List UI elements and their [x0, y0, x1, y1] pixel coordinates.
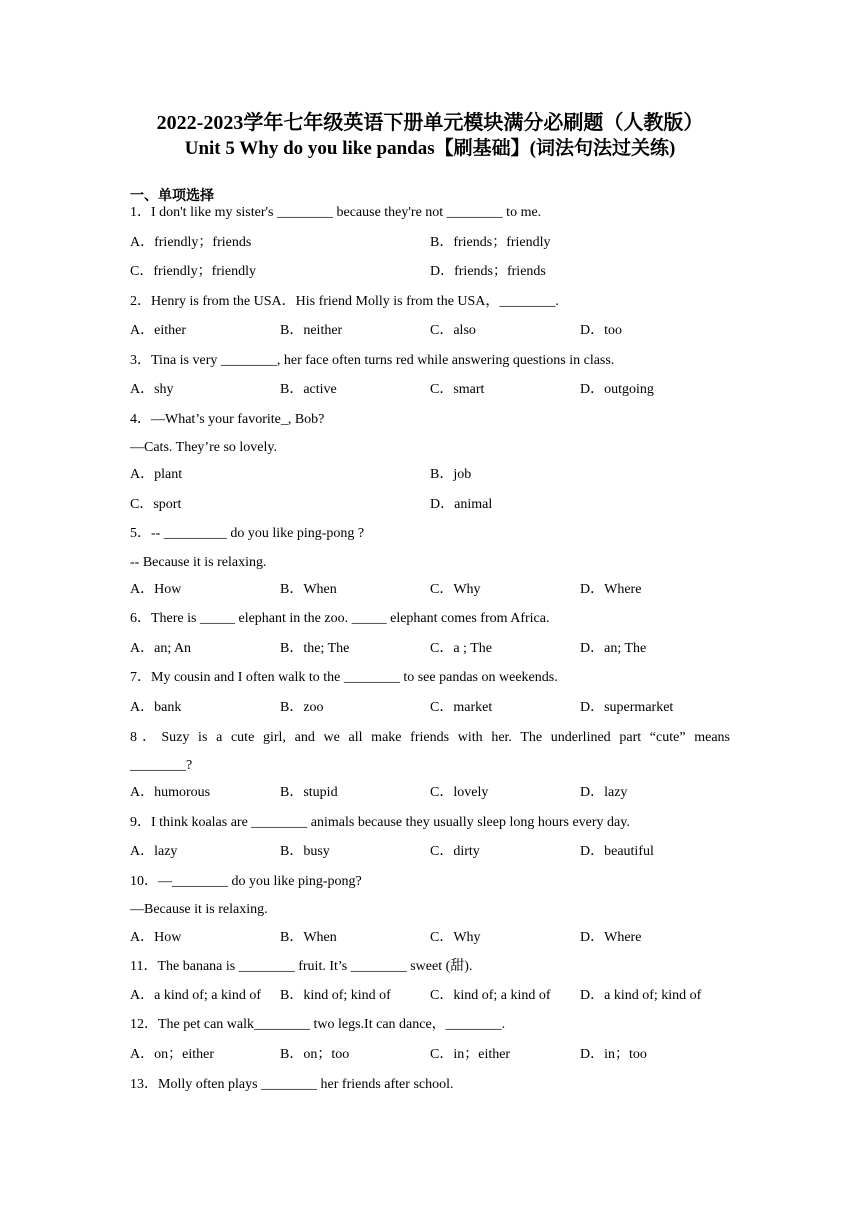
option-11c: C．kind of; a kind of — [430, 988, 551, 1003]
option-8c: C．lovely — [430, 785, 489, 800]
option-3c: C．smart — [430, 382, 485, 397]
question-7: 7．My cousin and I often walk to the ________ to see pandas on weekends. — [130, 670, 558, 685]
question-6: 6．There is _____ elephant in the zoo. _____ elephant comes from Africa. — [130, 611, 550, 626]
option-10a: A．How — [130, 930, 182, 945]
option-3d: D．outgoing — [580, 382, 654, 397]
option-3a: A．shy — [130, 382, 174, 397]
question-12: 12．The pet can walk________ two legs.It can dance，________. — [130, 1017, 506, 1032]
option-1a: A．friendly；friends — [130, 235, 252, 250]
option-12a: A．on；either — [130, 1047, 214, 1062]
option-4c: C．sport — [130, 497, 182, 512]
option-6a: A．an; An — [130, 641, 192, 656]
question-3: 3．Tina is very ________, her face often turns red while answering questions in class. — [130, 353, 615, 368]
option-10b: B．When — [280, 930, 337, 945]
option-7d: D．supermarket — [580, 700, 674, 715]
option-6d: D．an; The — [580, 641, 647, 656]
question-10: 10．—________ do you like ping-pong? — [130, 874, 362, 889]
option-7a: A．bank — [130, 700, 182, 715]
option-6b: B．the; The — [280, 641, 350, 656]
option-11b: B．kind of; kind of — [280, 988, 391, 1003]
option-12b: B．on；too — [280, 1047, 350, 1062]
document-title: 2022-2023学年七年级英语下册单元模块满分必刷题（人教版） — [156, 112, 704, 134]
option-2b: B．neither — [280, 323, 343, 338]
question-13: 13．Molly often plays ________ her friends after school. — [130, 1077, 454, 1092]
option-11d: D．a kind of; kind of — [580, 988, 702, 1003]
option-10d: D．Where — [580, 930, 642, 945]
option-4d: D．animal — [430, 497, 493, 512]
option-5a: A．How — [130, 582, 182, 597]
option-8b: B．stupid — [280, 785, 338, 800]
option-6c: C．a ; The — [430, 641, 492, 656]
option-8a: A．humorous — [130, 785, 211, 800]
question-4-reply: —Cats. They’re so lovely. — [130, 440, 277, 455]
section-heading: 一、单项选择 — [130, 189, 214, 204]
option-2c: C．also — [430, 323, 476, 338]
question-5: 5．-- _________ do you like ping-pong ? — [130, 526, 365, 541]
option-4a: A．plant — [130, 467, 183, 482]
option-12c: C．in；either — [430, 1047, 511, 1062]
option-10c: C．Why — [430, 930, 481, 945]
option-2d: D．too — [580, 323, 622, 338]
option-1c: C．friendly；friendly — [130, 264, 256, 279]
question-1: 1．I don't like my sister's ________ because they're not ________ to me. — [130, 205, 542, 220]
option-7c: C．market — [430, 700, 493, 715]
option-1b: B．friends；friendly — [430, 235, 551, 250]
option-9c: C．dirty — [430, 844, 480, 859]
option-5c: C．Why — [430, 582, 481, 597]
question-5-reply: -- Because it is relaxing. — [130, 555, 267, 570]
question-10-reply: —Because it is relaxing. — [130, 902, 268, 917]
document-subtitle: Unit 5 Why do you like pandas【刷基础】(词法句法过关练) — [184, 138, 676, 159]
option-4b: B．job — [430, 467, 472, 482]
question-2: 2．Henry is from the USA．His friend Molly is from the USA，________. — [130, 294, 559, 309]
option-11a: A．a kind of; a kind of — [130, 988, 262, 1003]
option-2a: A．either — [130, 323, 186, 338]
option-3b: B．active — [280, 382, 337, 397]
option-9a: A．lazy — [130, 844, 178, 859]
question-8: 8．Suzy is a cute girl, and we all make friends with her. The underlined part “cute” means — [130, 730, 730, 745]
option-12d: D．in；too — [580, 1047, 647, 1062]
option-5b: B．When — [280, 582, 337, 597]
question-9: 9．I think koalas are ________ animals because they usually sleep long hours every day. — [130, 815, 630, 830]
option-8d: D．lazy — [580, 785, 628, 800]
option-5d: D．Where — [580, 582, 642, 597]
option-7b: B．zoo — [280, 700, 324, 715]
question-11: 11．The banana is ________ fruit. It’s ________ sweet (甜). — [130, 959, 473, 974]
option-9d: D．beautiful — [580, 844, 654, 859]
option-1d: D．friends；friends — [430, 264, 546, 279]
option-9b: B．busy — [280, 844, 330, 859]
question-8-cont: ________? — [130, 758, 193, 773]
question-4: 4．—What’s your favorite_, Bob? — [130, 412, 325, 427]
